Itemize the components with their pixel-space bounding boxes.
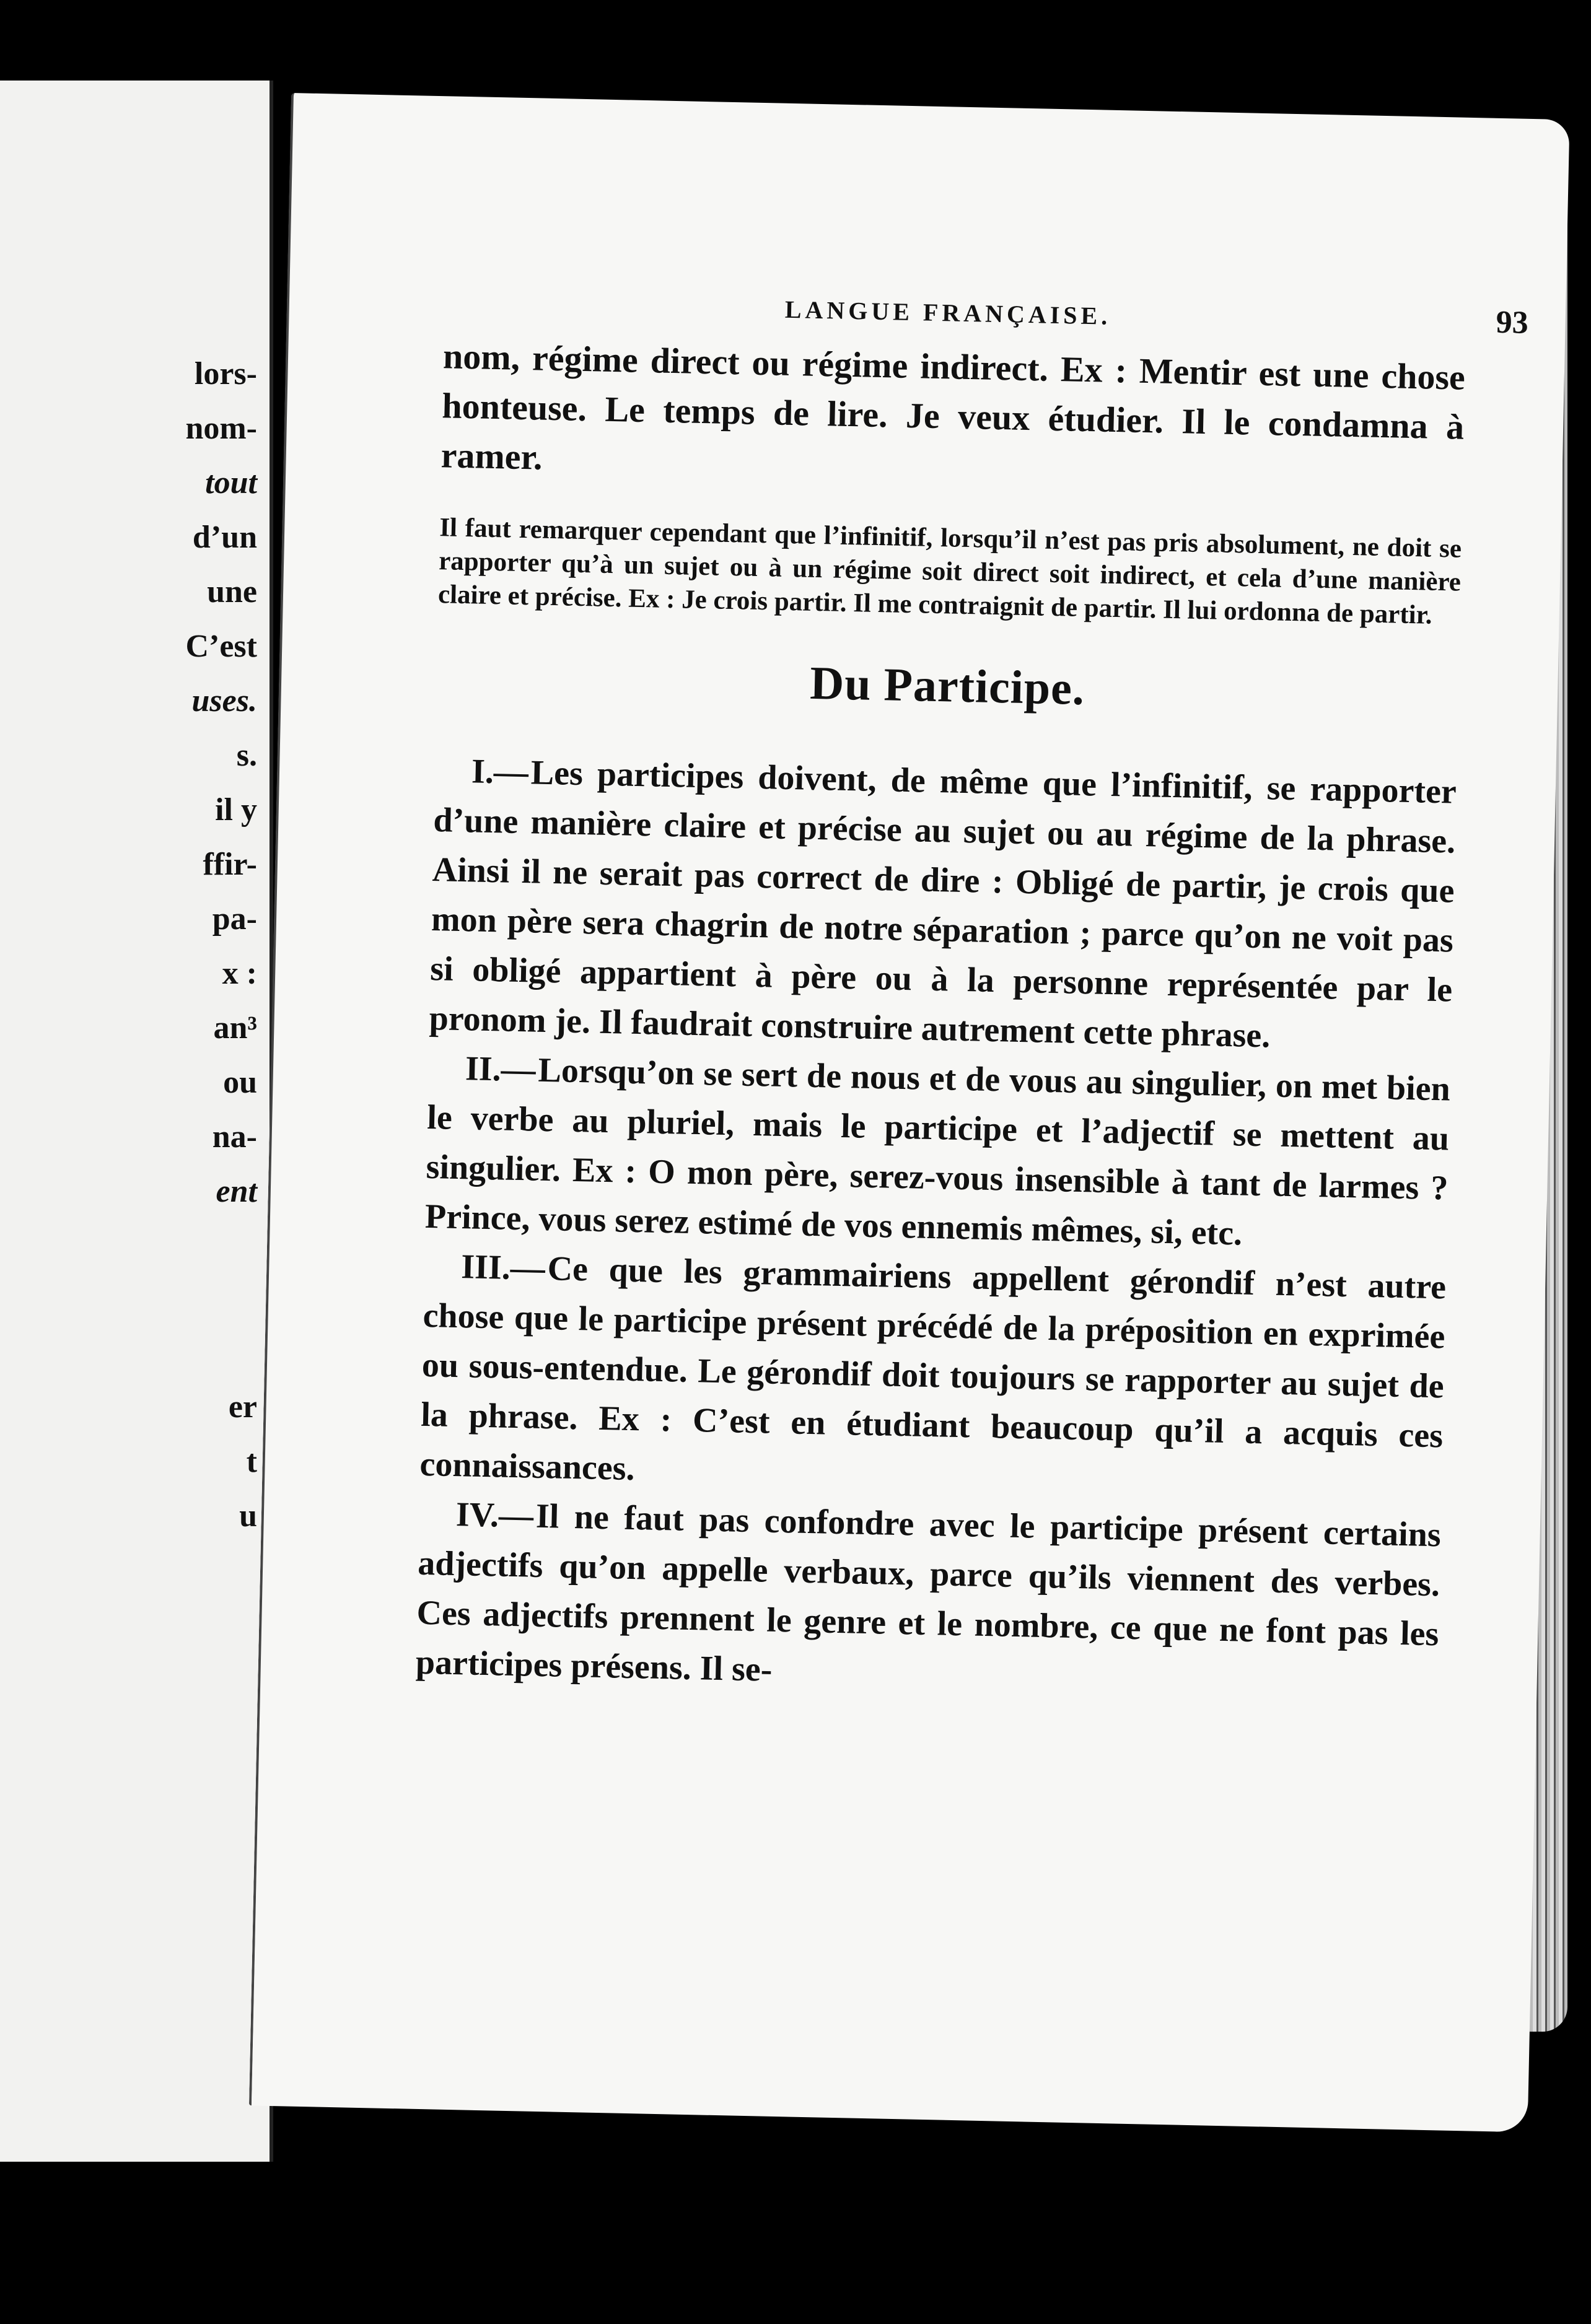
- note-paragraph: Il faut remarquer cependant que l’infinitif, lorsqu’il n’est pas pris absolument, ne doit se rapporter qu’à un sujet ou à un régime soit direct soit indirect, et cela d’une manière claire et précise. Ex : Je crois partir. Il me contraignit de partir. Il lui ordonna de partir.: [437, 513, 1462, 630]
- rule-paragraph: [415, 1489, 1441, 1708]
- rule-text: Les participes doivent, de même que l’infinitif, se rapporter d’une manière claire et précise au sujet ou au régime de la phrase. Ainsi il ne serait pas correct de dire : Obligé de partir, je crois que mon père sera chagrin de notre séparation ; parce qu’on ne voit pas si obligé appartient à père ou à la personne représentée par le pronom je. Il faudrait construire autrement cette phrase.: [429, 753, 1457, 1055]
- left-fragment: er: [228, 1389, 257, 1425]
- left-fragment: il y: [215, 792, 257, 828]
- left-fragment: an³: [213, 1010, 257, 1046]
- rule-text: Lorsqu’on se sert de nous et de vous au singulier, on met bien le verbe au pluriel, mais le participe et l’adjectif se mettent au singulier. Ex : O mon père, serez-vous insensible à tant de larmes ? Prince, vous serez estimé de vos ennemis mêmes, si, etc.: [424, 1051, 1451, 1253]
- rule-paragraph: [419, 1241, 1447, 1510]
- rule-number: II.—: [465, 1049, 537, 1090]
- rule-paragraph: [424, 1043, 1450, 1262]
- rule-text: Il ne faut pas confondre avec le participe présent certains adjectifs qu’on appelle verbaux, parce qu’ils viennent des verbes. Ces adjectifs prennent le genre et le nombre, ce que ne font pas les participes présens. Il se-: [415, 1496, 1442, 1689]
- left-fragment: lors-: [194, 356, 257, 391]
- rule-paragraph: [429, 746, 1457, 1064]
- left-fragment: ffir-: [203, 847, 257, 882]
- page-header: [784, 289, 1528, 341]
- left-fragment: s.: [236, 738, 257, 773]
- rule-number: IV.—: [455, 1495, 534, 1536]
- left-page-text: [185, 347, 257, 1544]
- page-number: 93: [1496, 304, 1529, 341]
- right-page: [249, 93, 1570, 2133]
- rule-text: Ce que les grammairiens appellent gérondif n’est autre chose que le participe présent précédé de la préposition en exprimée ou sous-entendue. Le gérondif doit toujours se rapporter au sujet de la phrase. Ex : C’est en étudiant beaucoup qu’il a acquis ces connaissances.: [419, 1249, 1447, 1488]
- left-fragment: pa-: [212, 901, 257, 937]
- left-fragment: ent: [216, 1174, 257, 1209]
- rule-number: III.—: [460, 1247, 546, 1288]
- left-fragment: d’un: [192, 520, 257, 555]
- section-title: Du Participe.: [809, 657, 1085, 715]
- left-fragment: tout: [205, 465, 257, 500]
- page-body: [415, 331, 1465, 1708]
- rule-number: I.—: [471, 752, 529, 792]
- left-fragment: uses.: [191, 683, 257, 719]
- left-fragment: C’est: [185, 629, 257, 664]
- left-page-fragment: [0, 81, 273, 2162]
- left-fragment: nom-: [185, 411, 257, 446]
- opening-paragraph: nom, régime direct ou régime indirect. Ex : Mentir est une chose honteuse. Le temps de lire. Je veux étudier. Il le condamna à ramer.: [440, 336, 1466, 478]
- left-fragment: na-: [212, 1119, 257, 1155]
- left-fragment: u: [239, 1498, 257, 1534]
- left-fragment: x :: [222, 956, 257, 991]
- running-title: LANGUE FRANÇAISE.: [784, 295, 1111, 330]
- left-fragment: t: [246, 1444, 257, 1479]
- left-fragment: ou: [223, 1065, 257, 1100]
- left-fragment: une: [207, 574, 257, 609]
